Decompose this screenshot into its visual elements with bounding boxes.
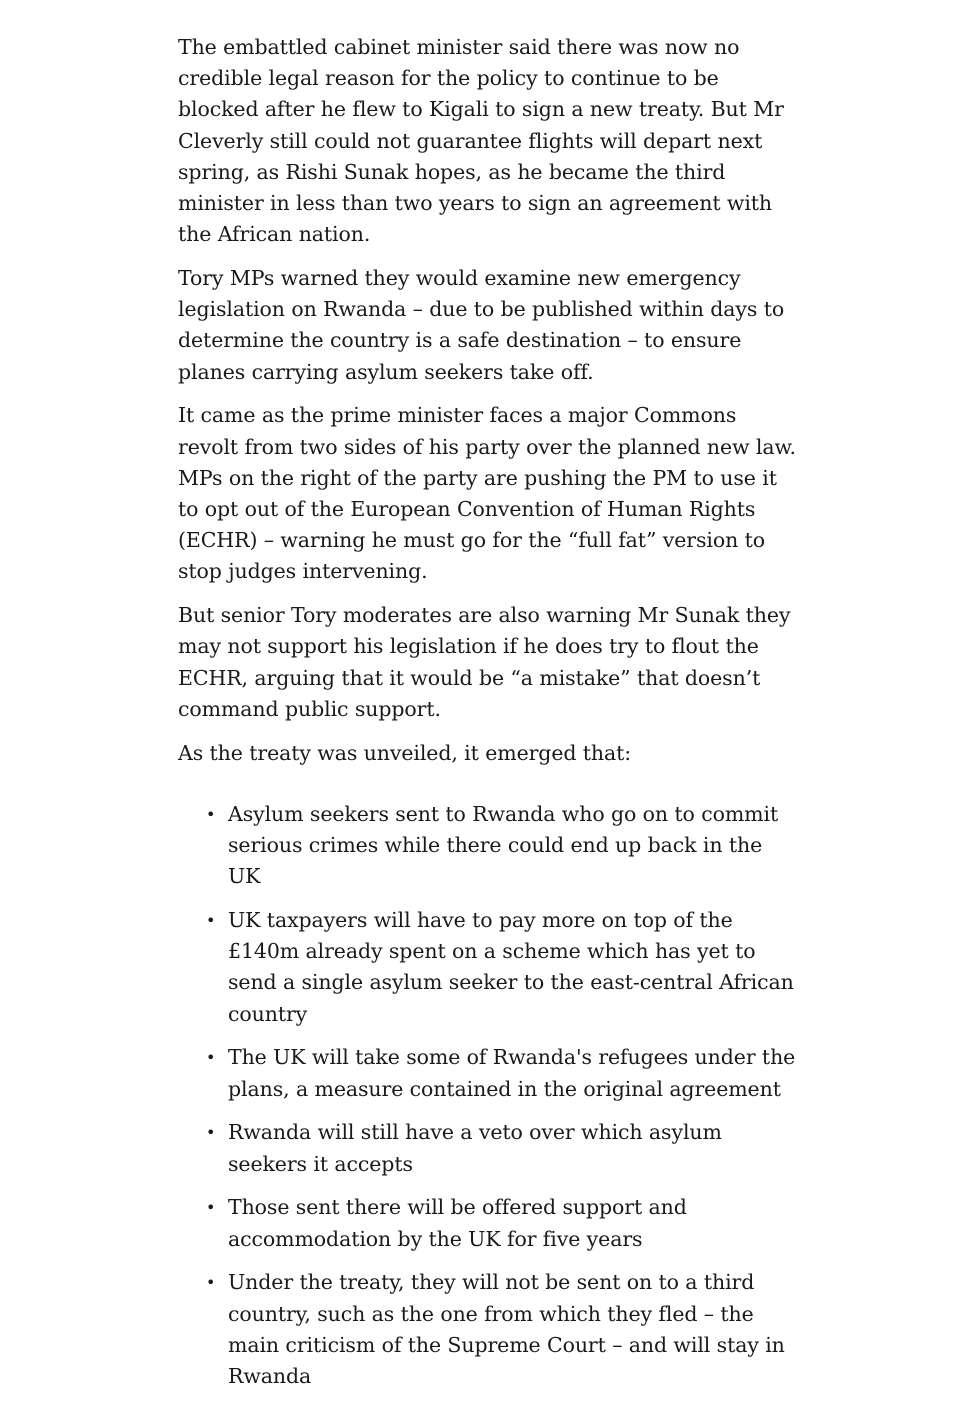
article-body	[178, 32, 798, 1405]
paragraph: Tory MPs warned they would examine new emergency legislation on Rwanda – due to be published within days to determine the country is a safe destination – to ensure planes carrying asylum seekers take off.	[178, 266, 785, 384]
list-item: • Asylum seekers sent to Rwanda who go on to commit serious crimes while there could end up back in the UK	[228, 799, 798, 893]
list-item: • Under the treaty, they will not be sent on to a third country, such as the one from which they fled – the main criticism of the Supreme Court – and will stay in Rwanda	[228, 1267, 798, 1392]
paragraph: But senior Tory moderates are also warning Mr Sunak they may not support his legislation if he does try to flout the ECHR, arguing that it would be “a mistake” that doesn’t command public support.	[178, 603, 791, 721]
list-item: • Rwanda will still have a veto over which asylum seekers it accepts	[228, 1117, 798, 1179]
paragraph: It came as the prime minister faces a major Commons revolt from two sides of his party over the planned new law. MPs on the right of the party are pushing the PM to use it to opt out of the European Convention of Human Rights (ECHR) – warning he must go for the “full fat” version to stop judges intervening.	[178, 403, 796, 584]
list-item: • Those sent there will be offered support and accommodation by the UK for five years	[228, 1192, 798, 1254]
bullet-list	[178, 799, 798, 1392]
list-item: • The UK will take some of Rwanda's refugees under the plans, a measure contained in the original agreement	[228, 1042, 798, 1104]
list-item: • UK taxpayers will have to pay more on top of the £140m already spent on a scheme which has yet to send a single asylum seeker to the east-central African country	[228, 905, 798, 1030]
paragraph-list-intro: As the treaty was unveiled, it emerged that:	[178, 740, 632, 765]
paragraph: The embattled cabinet minister said there was now no credible legal reason for the policy to continue to be blocked after he flew to Kigali to sign a new treaty. But Mr Cleverly still could not guarantee flights will depart next spring, as Rishi Sunak hopes, as he became the third minister in less than two years to sign an agreement with the African nation.	[178, 35, 784, 247]
